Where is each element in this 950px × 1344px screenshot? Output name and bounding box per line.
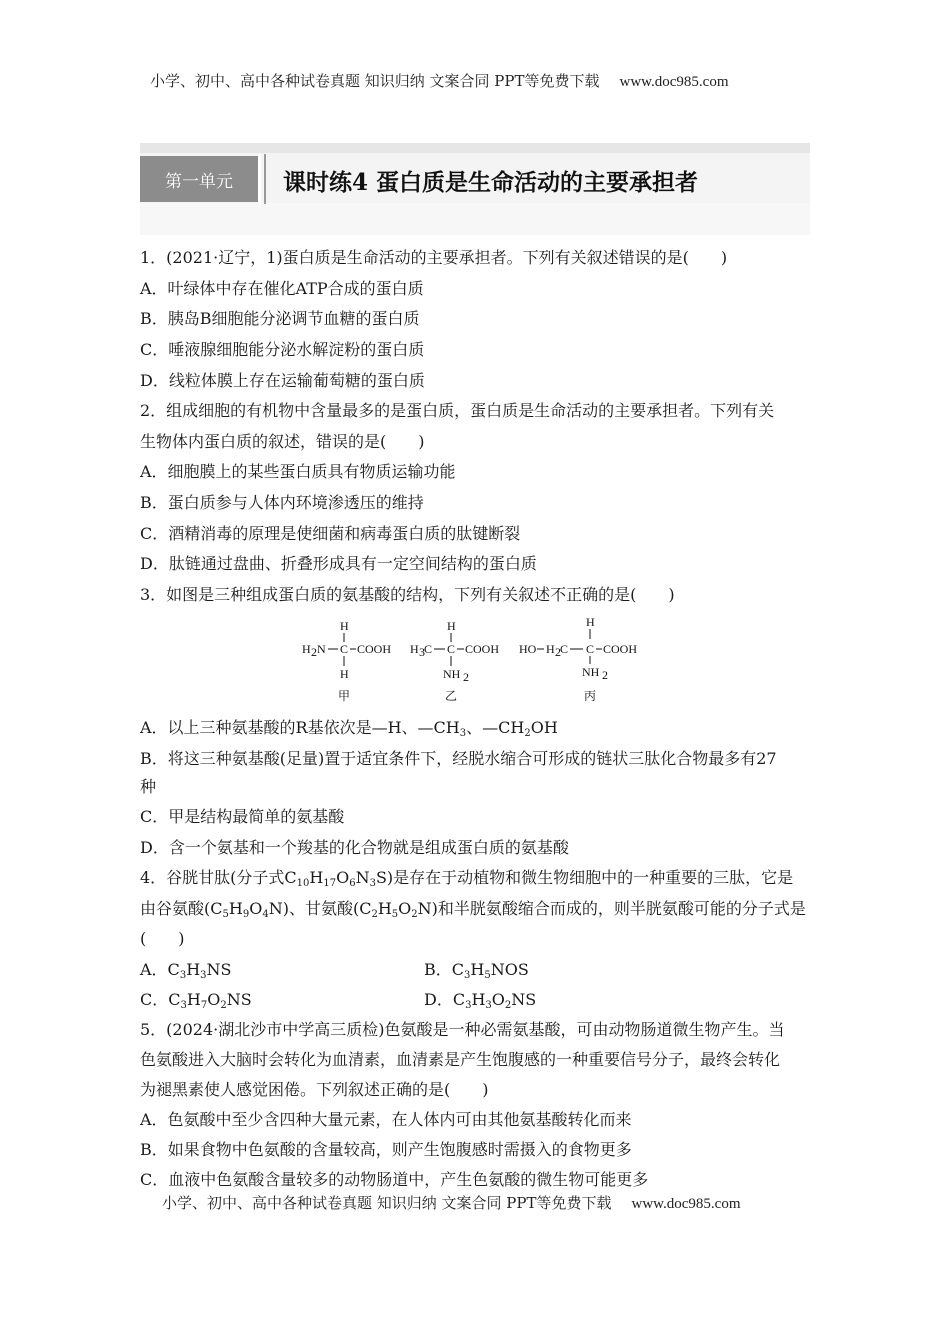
yi-cooh: COOH: [465, 642, 500, 656]
q5-option-b: B．如果食物中色氨酸的含量较高，则产生饱腹感时需摄入的食物更多: [140, 1140, 632, 1159]
label-bing: 丙: [584, 689, 597, 703]
q2-option-c: C．酒精消毒的原理是使细菌和病毒蛋白质的肽键断裂: [140, 524, 521, 543]
question-4-stem-cont: 由谷氨酸$(C_5H_9O_4N)$、甘氨酸$(C_2H_5O_2N)$和半胱氨酸缩合而成的，则半胱氨酸可能的分子式是: [140, 899, 806, 920]
yi-h: H: [410, 642, 419, 656]
q3-option-d: D．含一个氨基和一个羧基的化合物就是组成蛋白质的氨基酸: [140, 838, 569, 857]
structure-yi: [410, 619, 499, 703]
question-4-blank: ( ): [140, 929, 185, 948]
bing-c-left: C: [560, 642, 569, 656]
q2-option-b: B．蛋白质参与人体内环境渗透压的维持: [140, 493, 424, 512]
q1-option-a: A．叶绿体中存在催化ATP合成的蛋白质: [140, 279, 424, 298]
bing-c: C: [586, 642, 595, 656]
q5-option-a: A．色氨酸中至少含四种大量元素，在人体内可由其他氨基酸转化而来: [140, 1110, 632, 1129]
footer-text: 小学、初中、高中各种试卷真题 知识归纳 文案合同 PPT等免费下载: [162, 1194, 612, 1212]
question-5-stem: 5．(2024·湖北沙市中学高三质检)色氨酸是一种必需氨基酸，可由动物肠道微生物产生。当: [140, 1020, 785, 1039]
q4-option-c: C．$C_3H_7O_2NS$: [140, 990, 252, 1011]
jia-sub: 2: [311, 645, 317, 659]
bing-h-top: H: [586, 616, 595, 629]
question-3-stem: 3．如图是三种组成蛋白质的氨基酸的结构，下列有关叙述不正确的是( ): [140, 585, 675, 604]
yi-h-top: H: [447, 619, 456, 633]
question-2-stem-cont: 生物体内蛋白质的叙述，错误的是( ): [140, 432, 425, 451]
jia-h: H: [302, 642, 311, 656]
question-5-stem-cont: 色氨酸进入大脑时会转化为血清素，血清素是产生饱腹感的一种重要信号分子，最终会转化: [140, 1050, 781, 1069]
unit-label: 第一单元: [140, 156, 258, 202]
q1-option-b: B．胰岛B细胞能分泌调节血糖的蛋白质: [140, 309, 420, 328]
yi-nh-sub: 2: [463, 670, 469, 684]
q2-option-d: D．肽链通过盘曲、折叠形成具有一定空间结构的蛋白质: [140, 554, 537, 573]
label-yi: 乙: [445, 689, 458, 703]
yi-sub: 3: [419, 645, 425, 659]
footer-url[interactable]: www.doc985.com: [631, 1196, 741, 1212]
q4-option-d: D．$C_3H_3O_2NS$: [424, 990, 537, 1011]
banner-divider: [264, 154, 266, 204]
q1-option-d: D．线粒体膜上存在运输葡萄糖的蛋白质: [140, 371, 425, 390]
page-header: [150, 70, 729, 91]
structure-jia: [302, 619, 391, 703]
question-4-stem: 4．谷胱甘肽(分子式$C_{10}H_{17}O_6N_3S$)是存在于动植物和微生物细胞中的一种重要的三肽，它是: [140, 868, 794, 889]
lesson-title: 课时练4 蛋白质是生命活动的主要承担者: [283, 169, 699, 196]
page-footer: [162, 1192, 741, 1213]
label-jia: 甲: [338, 689, 351, 703]
bing-nh: NH: [582, 665, 600, 679]
question-5-stem-cont2: 为褪黑素使人感觉困倦。下列叙述正确的是( ): [140, 1080, 489, 1099]
header-url[interactable]: www.doc985.com: [619, 74, 729, 90]
bing-sub: 2: [555, 645, 561, 659]
q3-option-c: C．甲是结构最简单的氨基酸: [140, 807, 345, 826]
yi-c-left: C: [424, 642, 433, 656]
jia-n: N: [317, 642, 326, 656]
jia-h-top: H: [340, 619, 349, 633]
q4-option-b: B．$C_3H_5NOS$: [424, 960, 529, 981]
header-text: 小学、初中、高中各种试卷真题 知识归纳 文案合同 PPT等免费下载: [150, 72, 600, 90]
q2-option-a: A．细胞膜上的某些蛋白质具有物质运输功能: [140, 462, 456, 481]
q4-option-a: A．$C_3H_3NS$: [140, 960, 232, 981]
bing-nh-sub: 2: [602, 668, 608, 682]
banner-divider: [258, 154, 261, 204]
q3-option-b-cont: 种: [140, 777, 157, 796]
q5-option-c: C．血液中色氨酸含量较多的动物肠道中，产生色氨酸的微生物可能更多: [140, 1170, 649, 1189]
amino-acid-structures: [300, 616, 660, 708]
bing-cooh: COOH: [603, 642, 638, 656]
q1-option-c: C．唾液腺细胞能分泌水解淀粉的蛋白质: [140, 340, 425, 359]
bing-h: H: [546, 642, 555, 656]
jia-cooh: COOH: [357, 642, 392, 656]
question-1-stem: 1．(2021·辽宁，1)蛋白质是生命活动的主要承担者。下列有关叙述错误的是( ): [140, 248, 728, 267]
yi-c: C: [447, 642, 456, 656]
q3-option-b: B．将这三种氨基酸(足量)置于适宜条件下，经脱水缩合可形成的链状三肽化合物最多有27: [140, 749, 777, 768]
q3-option-a: A．以上三种氨基酸的R基依次是—H、$—CH_3$、$—CH_2OH$: [140, 718, 558, 739]
jia-c: C: [340, 642, 349, 656]
structure-bing: [519, 616, 637, 703]
jia-h-bottom: H: [340, 667, 349, 681]
yi-nh: NH: [443, 667, 461, 681]
bing-ho: HO: [519, 642, 537, 656]
question-2-stem: 2．组成细胞的有机物中含量最多的是蛋白质，蛋白质是生命活动的主要承担者。下列有关: [140, 401, 775, 420]
